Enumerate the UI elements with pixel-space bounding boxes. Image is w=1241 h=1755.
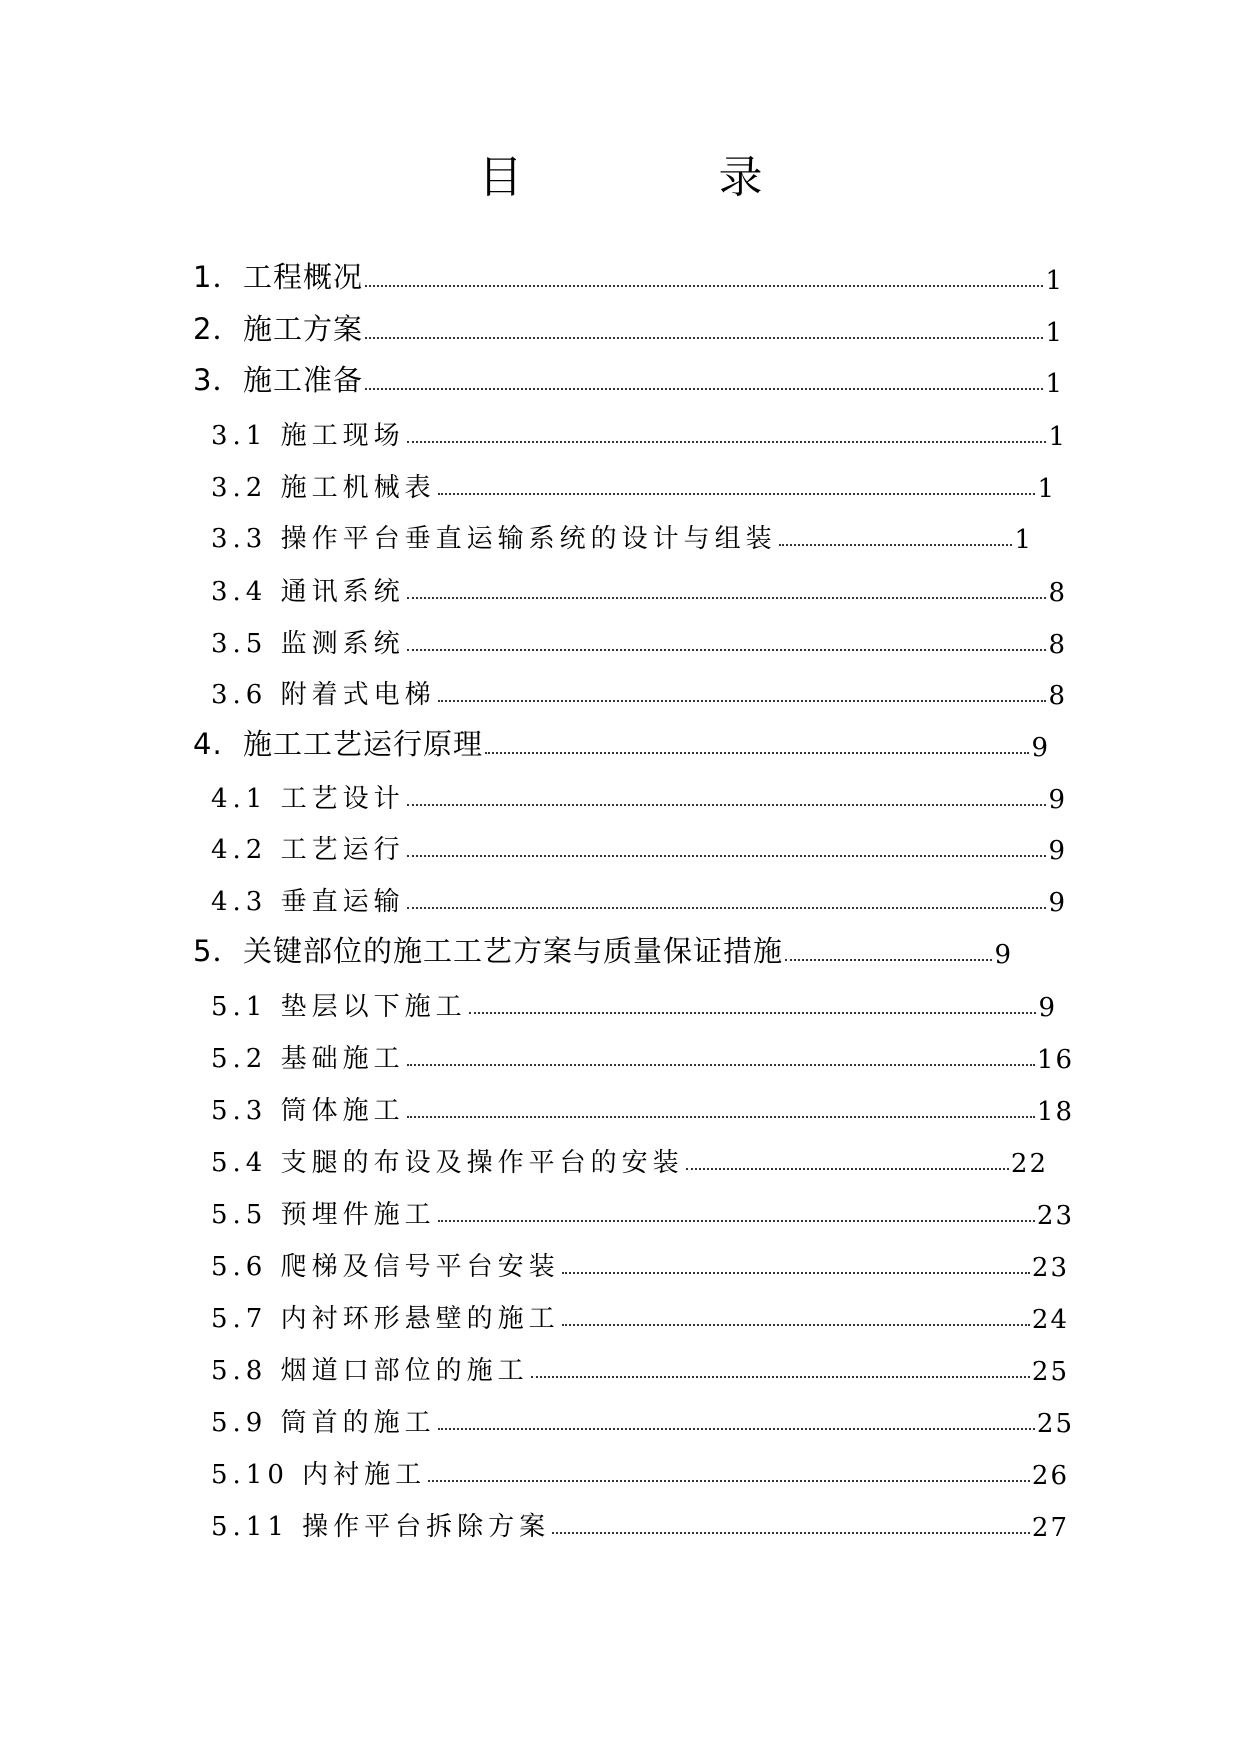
toc-leader xyxy=(531,1376,1030,1378)
toc-entry-5[interactable] xyxy=(193,930,1013,970)
toc-entry-title: 5.3 筒体施工 xyxy=(211,1096,405,1126)
toc-leader xyxy=(562,1272,1030,1274)
toc-entry-3[interactable] xyxy=(193,359,1064,399)
toc-page-number: 24 xyxy=(1031,1305,1069,1335)
toc-page-number: 1 xyxy=(1014,525,1033,555)
toc-leader xyxy=(365,337,1043,339)
toc-leader xyxy=(552,1532,1030,1534)
toc-entry-5-9[interactable] xyxy=(211,1399,1074,1439)
toc-entry-title: 3.1 施工现场 xyxy=(211,421,405,451)
toc-entry-2[interactable] xyxy=(193,308,1064,348)
toc-leader xyxy=(407,907,1047,909)
toc-entry-title: 5.6 爬梯及信号平台安装 xyxy=(211,1252,560,1282)
toc-page-number: 1 xyxy=(1045,266,1064,296)
toc-entry-number: 3． xyxy=(193,363,243,397)
toc-entry-number: 4. xyxy=(193,727,223,761)
toc-entry-3-1[interactable] xyxy=(211,412,1067,452)
toc-entry-4-1[interactable] xyxy=(211,775,1067,815)
toc-page-number: 9 xyxy=(1048,836,1067,866)
toc-entry-5-2[interactable] xyxy=(211,1035,1074,1075)
toc-entry-5-3[interactable] xyxy=(211,1087,1074,1127)
toc-entry-title: 3.2 施工机械表 xyxy=(211,473,436,503)
toc-page-number: 22 xyxy=(1010,1149,1048,1179)
toc-page-number: 8 xyxy=(1048,630,1067,660)
toc-entry-5-11[interactable] xyxy=(211,1503,1069,1543)
toc-entry-4-2[interactable] xyxy=(211,826,1067,866)
toc-page-number: 1 xyxy=(1037,474,1056,504)
toc-leader xyxy=(407,597,1047,599)
toc-entry-5-10[interactable] xyxy=(211,1451,1069,1491)
toc-leader xyxy=(407,649,1047,651)
toc-entry-title: 施工方案 xyxy=(243,312,364,346)
toc-page-number: 8 xyxy=(1048,578,1067,608)
toc-entry-title: 5.2 基础施工 xyxy=(211,1044,405,1074)
toc-leader xyxy=(779,544,1013,546)
toc-entry-title: 工程概况 xyxy=(243,260,364,294)
toc-page-number: 1 xyxy=(1048,422,1067,452)
toc-leader xyxy=(438,1428,1035,1430)
toc-leader xyxy=(365,388,1043,390)
toc-entry-5-5[interactable] xyxy=(211,1191,1074,1231)
toc-leader xyxy=(365,285,1043,287)
toc-page-number: 1 xyxy=(1045,318,1064,348)
toc-entry-title: 4.2 工艺运行 xyxy=(211,835,405,865)
toc-leader xyxy=(438,493,1036,495)
toc-page-number: 8 xyxy=(1048,681,1067,711)
toc-entry-title: 3.5 监测系统 xyxy=(211,629,405,659)
toc-page-number: 9 xyxy=(1048,785,1067,815)
toc-page-number: 27 xyxy=(1031,1513,1069,1543)
toc-entry-4-3[interactable] xyxy=(211,878,1067,918)
toc-entry-number: 2． xyxy=(193,312,243,346)
toc-entry-title: 5.4 支腿的布设及操作平台的安装 xyxy=(211,1148,684,1178)
toc-leader xyxy=(407,1116,1035,1118)
toc-entry-title: 5.8 烟道口部位的施工 xyxy=(211,1356,529,1386)
toc-page-number: 9 xyxy=(1038,993,1057,1023)
toc-leader xyxy=(438,700,1047,702)
toc-entry-title: 3.3 操作平台垂直运输系统的设计与组装 xyxy=(211,524,777,554)
toc-entry-4[interactable] xyxy=(193,723,1050,763)
toc-page-number: 9 xyxy=(1031,733,1050,763)
toc-entry-5-4[interactable] xyxy=(211,1139,1048,1179)
toc-entry-5-8[interactable] xyxy=(211,1347,1069,1387)
toc-entry-title: 4.3 垂直运输 xyxy=(211,887,405,917)
toc-leader xyxy=(407,441,1047,443)
toc-page-number: 9 xyxy=(994,940,1013,970)
toc-page-number: 25 xyxy=(1031,1357,1069,1387)
toc-entry-title: 5.9 筒首的施工 xyxy=(211,1408,436,1438)
toc-page-number: 16 xyxy=(1036,1045,1074,1075)
toc-page-number: 26 xyxy=(1031,1461,1069,1491)
toc-entry-title: 3.6 附着式电梯 xyxy=(211,680,436,710)
toc-entry-title: 4.1 工艺设计 xyxy=(211,784,405,814)
toc-page-number: 9 xyxy=(1048,888,1067,918)
toc-entry-title: 关键部位的施工工艺方案与质量保证措施 xyxy=(243,934,784,968)
page-title: 目 录 xyxy=(478,152,839,203)
toc-leader xyxy=(469,1012,1037,1014)
toc-entry-title: 3.4 通讯系统 xyxy=(211,577,405,607)
toc-page-number: 23 xyxy=(1036,1201,1074,1231)
toc-page-number: 23 xyxy=(1031,1253,1069,1283)
toc-page-number: 25 xyxy=(1036,1409,1074,1439)
toc-leader xyxy=(686,1168,1009,1170)
toc-entry-3-6[interactable] xyxy=(211,671,1067,711)
toc-leader xyxy=(485,752,1029,754)
toc-entry-number: 5． xyxy=(193,934,243,968)
toc-entry-3-3[interactable] xyxy=(211,515,1033,555)
toc-entry-1[interactable] xyxy=(193,256,1064,296)
toc-leader xyxy=(407,804,1047,806)
toc-entry-5-6[interactable] xyxy=(211,1243,1069,1283)
toc-entry-5-7[interactable] xyxy=(211,1295,1069,1335)
toc-entry-title: 5.11 操作平台拆除方案 xyxy=(211,1512,551,1542)
toc-entry-3-4[interactable] xyxy=(211,568,1067,608)
toc-leader xyxy=(407,1064,1035,1066)
toc-entry-3-2[interactable] xyxy=(211,464,1056,504)
toc-leader xyxy=(438,1220,1035,1222)
toc-entry-title: 施工工艺运行原理 xyxy=(243,727,484,761)
toc-entry-number: 1． xyxy=(193,260,243,294)
toc-entry-title: 5.10 内衬施工 xyxy=(211,1460,427,1490)
toc-entry-title: 5.7 内衬环形悬壁的施工 xyxy=(211,1304,560,1334)
toc-page-number: 18 xyxy=(1036,1097,1074,1127)
toc-leader xyxy=(407,855,1047,857)
toc-entry-5-1[interactable] xyxy=(211,983,1057,1023)
toc-entry-title: 5.5 预埋件施工 xyxy=(211,1200,436,1230)
toc-leader xyxy=(785,959,992,961)
toc-page-number: 1 xyxy=(1045,369,1064,399)
toc-leader xyxy=(428,1480,1030,1482)
toc-entry-title: 5.1 垫层以下施工 xyxy=(211,992,467,1022)
toc-leader xyxy=(562,1324,1030,1326)
toc-entry-title: 施工准备 xyxy=(243,363,364,397)
toc-entry-3-5[interactable] xyxy=(211,620,1067,660)
